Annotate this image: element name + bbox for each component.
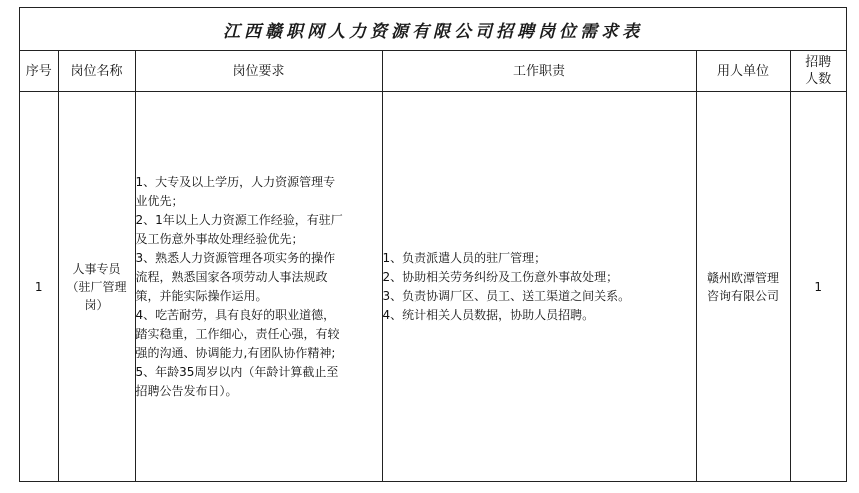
employer-line: 赣州欧潭管理	[706, 271, 779, 285]
recruitment-table-sheet	[19, 7, 847, 482]
cell-employer	[696, 92, 790, 483]
header-index: 序号	[20, 51, 58, 92]
table-title: 江西赣职网人力资源有限公司招聘岗位需求表	[223, 21, 643, 42]
requirement-line: 招聘公告发布日）。	[135, 384, 238, 398]
header-position: 岗位名称	[58, 51, 135, 92]
duty-line: 3、负责协调厂区、员工、送工渠道之间关系。	[382, 289, 631, 303]
employer-line: 咨询有限公司	[706, 289, 779, 303]
cell-count: 1	[790, 92, 846, 483]
header-employer: 用人单位	[696, 51, 790, 92]
requirement-line: 1、大专及以上学历，人力资源管理专	[135, 175, 336, 189]
requirement-line: 踏实稳重，工作细心，责任心强，有较	[135, 327, 340, 341]
requirement-line: 及工伤意外事故处理经验优先；	[135, 232, 304, 246]
requirement-line: 3、熟悉人力资源管理各项实务的操作	[135, 251, 336, 265]
requirement-line: 策，并能实际操作运用。	[135, 289, 268, 303]
title-row	[20, 8, 846, 51]
requirement-line: 4、吃苦耐劳，具有良好的职业道德，	[135, 308, 336, 322]
table-row	[20, 92, 846, 483]
cell-index: 1	[20, 92, 58, 483]
position-line: 岗）	[84, 298, 109, 312]
cell-position	[58, 92, 135, 483]
header-row	[20, 51, 846, 92]
duty-line: 2、协助相关劳务纠纷及工伤意外事故处理；	[382, 270, 619, 284]
duty-line: 1、负责派遣人员的驻厂管理；	[382, 251, 547, 265]
requirement-line: 流程，熟悉国家各项劳动人事法规政	[135, 270, 328, 284]
requirement-line: 业优先；	[135, 194, 184, 208]
header-count	[790, 51, 846, 92]
header-count-line: 人数	[805, 72, 832, 87]
header-duties: 工作职责	[382, 51, 696, 92]
header-count-line: 招聘	[805, 55, 832, 70]
requirement-line: 强的沟通、协调能力,有团队协作精神;	[135, 346, 336, 360]
recruitment-table	[20, 51, 846, 482]
header-requirements: 岗位要求	[135, 51, 382, 92]
cell-requirements	[135, 92, 382, 483]
position-line: （驻厂管理	[66, 280, 127, 294]
duty-line: 4、统计相关人员数据，协助人员招聘。	[382, 308, 595, 322]
requirement-line: 2、1年以上人力资源工作经验，有驻厂	[135, 213, 343, 227]
position-line: 人事专员	[72, 262, 121, 276]
requirement-line: 5、年龄35周岁以内（年龄计算截止至	[135, 365, 339, 379]
cell-duties	[382, 92, 696, 483]
